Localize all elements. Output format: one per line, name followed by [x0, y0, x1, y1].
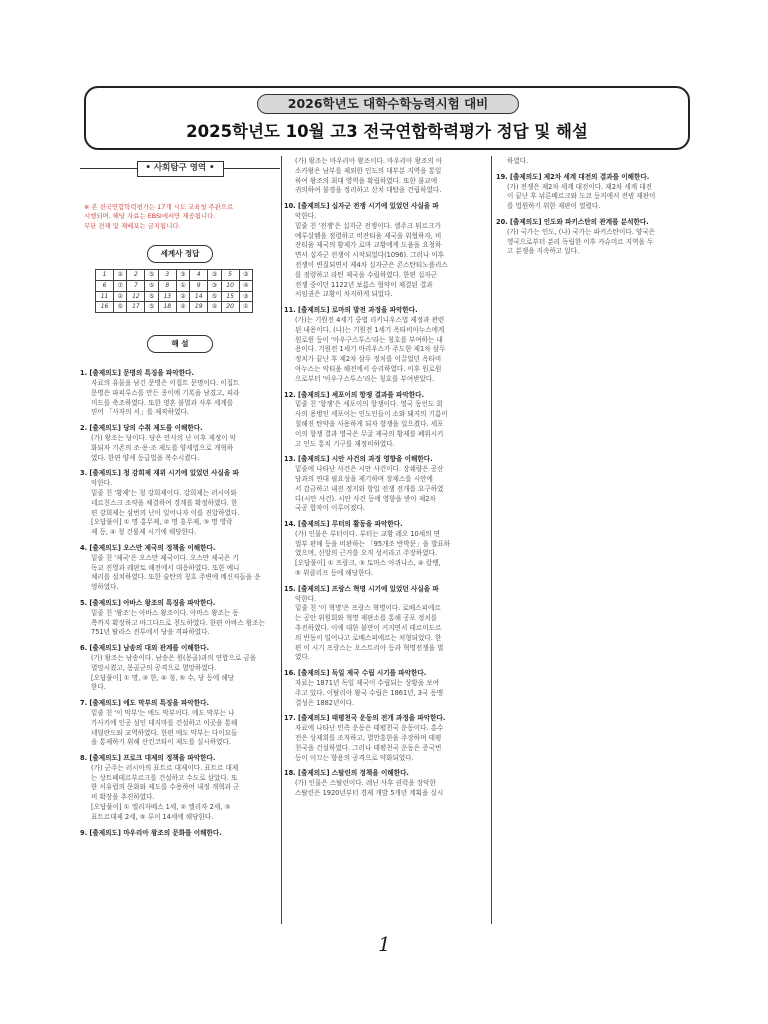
explanation-line: 자료에 나타난 민족 운동은 태평천국 운동이다. 홍수 — [295, 724, 444, 733]
explanation-line: 는 상트페테르부르크를 건설하고 수도로 삼았다. 또 — [91, 773, 238, 782]
question-number: 4 — [190, 270, 208, 281]
question-heading: 3. [출제의도] 청 강희제 재위 시기에 있었던 사실을 파 — [80, 469, 239, 478]
explanation-line: 천국을 건설하였다. 그러나 태평천국 운동은 증국번 — [295, 743, 442, 752]
explanation-line: 밑줄에 나타난 사건은 시안 사건이다. 장쉐량은 공산 — [295, 465, 444, 474]
explanation-item — [80, 544, 280, 593]
explanation-line: 악한다. — [295, 211, 317, 220]
answer-choice: ⑤ — [145, 302, 158, 313]
question-heading: 11. [출제의도] 로마의 발전 과정을 파악한다. — [284, 306, 418, 315]
question-heading: 13. [출제의도] 시안 사건의 과정 영향을 이해한다. — [284, 455, 433, 464]
explanation-line: 정치가 끝난 후 제2차 삼두 정치를 이끌었던 옥타비 — [295, 355, 442, 364]
answer-choice: ② — [208, 302, 221, 313]
answer-row — [96, 291, 253, 302]
explanation-line: 믿어 「사자의 서」를 제작하였다. — [91, 408, 190, 417]
explanation-item — [284, 306, 489, 384]
question-number: 12 — [127, 291, 145, 302]
answer-choice: ② — [176, 291, 189, 302]
explanation-line: 잔티움 제국의 황제가 로마 교황에게 도움을 요청하 — [295, 241, 442, 250]
explanation-line: 영국으로부터 분리 독립한 이후 카슈미르 지역을 두 — [507, 237, 654, 246]
exam-header — [84, 86, 690, 150]
question-number: 11 — [96, 291, 114, 302]
explanation-line: [오답풀이] ① 엘리자베스 1세, ② 엘리자 2세, ③ — [91, 803, 231, 812]
explanation-line: 당과의 연대 필요성을 제기하며 장제스를 시안에 — [295, 474, 433, 483]
explanation-line: 였다. — [295, 653, 310, 662]
explanation-line: 서 감금하고 내전 정지와 항일 전쟁 전개를 요구하였 — [295, 484, 444, 493]
explanation-line: 원로원 등이 '아우구스투스'라는 칭호를 부여하는 내 — [295, 335, 443, 344]
explanation-line: [오답풀이] ① 프랑크, ③ 토마스 아퀴나스, ④ 칼뱅, — [295, 559, 441, 568]
answer-choice: ⑤ — [145, 270, 158, 281]
answer-row — [96, 270, 253, 281]
question-heading: 4. [출제의도] 오스만 제국의 정책을 이해한다. — [80, 543, 216, 552]
middle-column — [284, 157, 489, 799]
explanation-line: 이 끝난 후 뉘른베르크와 도쿄 등지에서 전범 재판이 — [507, 192, 656, 201]
explanation-line: 사의 용병인 세포이는 인도인들이 소와 돼지의 기름이 — [295, 410, 448, 419]
explanation-line: 한 서유럽의 문화와 제도를 수용하여 내정 개혁과 군 — [91, 783, 240, 792]
answer-choice: ⑤ — [145, 280, 158, 291]
explanation-item — [80, 369, 280, 418]
explanation-item — [80, 469, 280, 538]
question-number: 2 — [127, 270, 145, 281]
explanation-line: 추진하였다. 이에 대한 불만이 커지면서 테르미도르 — [295, 624, 442, 633]
explanation-line: 악한다. — [91, 479, 113, 488]
question-heading: 18. [출제의도] 스탈린의 정책을 이해한다. — [284, 769, 409, 778]
explanation-line: 아누스는 악티움 해전에서 승리하였다. 이후 원로원 — [295, 364, 442, 373]
explanation-line: 네르친스크 조약을 체결하여 경계를 확정하였다. 한 — [91, 498, 238, 507]
answer-choice: ⑤ — [145, 291, 158, 302]
answer-choice: ③ — [208, 280, 221, 291]
explanation-line: 전은 상제회를 조직하고, 멸만흥한을 주장하며 태평 — [295, 734, 442, 743]
explanation-item — [284, 585, 489, 663]
explanation-line: 하였다. — [507, 157, 529, 165]
column-divider — [491, 156, 492, 924]
explanation-line: 편 이 시기 프랑스는 오스트리아 등과 혁명전쟁을 벌 — [295, 643, 444, 652]
question-number: 9 — [190, 280, 208, 291]
question-number: 17 — [127, 302, 145, 313]
question-number: 3 — [158, 270, 176, 281]
explanation-line: 하여 왕조의 최대 영역을 확립하였다. 또한 불교에 — [295, 176, 438, 185]
explanation-line: (가) 왕조는 당이다. 당은 안사의 난 이후 재정이 악 — [91, 433, 237, 442]
explanation-line: 독교 진영과 레판토 해전에서 대응하였다. 또한 예니 — [91, 563, 240, 572]
explanation-line: [오답풀이] ① 명 홍무제, ② 명 흥무제, ③ 명 영락 — [91, 518, 233, 527]
explanation-line: 미드를 축조하였다. 또한 영혼 불멸과 사후 세계를 — [91, 398, 234, 407]
explanation-line: 밑줄 친 '황제'는 청 강희제이다. 강희제는 러시아와 — [91, 488, 237, 497]
explanation-item — [284, 157, 489, 196]
explanation-line: 밑줄 친 '이 혁명'은 프랑스 혁명이다. 로베스피에르 — [295, 604, 441, 613]
explanation-line: [오답풀이] ① 명, ③ 한, ④ 청, ⑤ 수, 당 등에 해당 — [91, 673, 235, 682]
explanation-line: 화되자 기존의 조·용·조 제도를 양세법으로 개혁하 — [91, 443, 234, 452]
explanation-line: 국공 합작이 이루어졌다. — [295, 504, 365, 513]
explanation-line: (가)는 기원전 4세기 중엽 리키니우스법 제정과 관련 — [295, 315, 445, 324]
question-number: 5 — [221, 270, 239, 281]
explanation-line: 결성은 1882년이다. — [295, 698, 355, 707]
explanation-line: 칠해진 탄약을 사용하게 되자 항쟁을 일으켰다. 세포 — [295, 419, 444, 428]
explanation-item — [80, 424, 280, 463]
explanation-line: 을 통제하기 위해 산킨코타이 제도를 실시하였다. — [91, 738, 231, 747]
explanation-item — [284, 669, 489, 708]
question-number: 13 — [158, 291, 176, 302]
explanation-line: 고 분쟁을 지속하고 있다. — [507, 247, 580, 256]
explanation-line: (가) 왕조는 남송이다. 남송은 원(몽골)과의 연합으로 금을 — [91, 653, 257, 662]
question-number: 7 — [127, 280, 145, 291]
question-number: 14 — [190, 291, 208, 302]
explanation-line: 밑줄 친 '제국'은 오스만 제국이다. 오스만 제국은 기 — [91, 553, 239, 562]
copyright-notice — [84, 203, 280, 231]
explanation-line: 751년 탈라스 전투에서 당을 격파하였다. — [91, 628, 210, 637]
explanation-line: 등이 이끄는 향용의 공격으로 약화되었다. — [295, 753, 414, 762]
explanation-line: 스탈린은 1920년부터 경제 개발 5개년 계획을 실시 — [295, 789, 444, 798]
explanations-col1 — [80, 369, 280, 838]
exam-title: 2025학년도 10월 고3 전국연합학력평가 정답 및 해설 — [186, 122, 588, 141]
explanation-line: (가) 인물은 스탈린이다. 레닌 사후 권력을 장악한 — [295, 779, 436, 788]
explanation-line: 밑줄 친 '이 막부'는 에도 막부이다. 에도 막부는 나 — [91, 708, 235, 717]
answer-choice: ⑤ — [114, 302, 127, 313]
explanation-item — [496, 173, 696, 212]
answer-choice: ③ — [208, 270, 221, 281]
question-number: 1 — [96, 270, 114, 281]
notice-line: 무단 전재 및 재배포는 금지됩니다. — [84, 221, 181, 230]
answer-choice: ④ — [239, 280, 252, 291]
explanation-item — [80, 829, 280, 839]
answer-choice: ③ — [239, 270, 252, 281]
explanation-line: 이의 항쟁 결과 영국은 무굴 제국의 황제를 폐위시키 — [295, 429, 444, 438]
explanation-line: 비 확장을 추진하였다. — [91, 793, 155, 802]
answer-choice: ⑦ — [114, 280, 127, 291]
explanation-item — [80, 644, 280, 693]
explanation-line: 체리를 설치하였다. 또한 술탄의 칭호 주변에 메신저들을 운 — [91, 573, 261, 582]
question-number: 20 — [221, 302, 239, 313]
question-heading: 1. [출제의도] 문명의 특징을 파악한다. — [80, 369, 194, 378]
column-divider — [281, 156, 282, 924]
explanation-line: 귀의하여 불경을 정리하고 산치 대탑을 건립하였다. — [295, 186, 442, 195]
answer-heading: 세계사 정답 — [147, 245, 213, 263]
answer-choice: ② — [176, 302, 189, 313]
answer-row — [96, 302, 253, 313]
question-number: 10 — [221, 280, 239, 291]
explanation-line: 표트르대제 2세, ⑤ 루이 14세에 해당한다. — [91, 812, 214, 821]
answer-choice: ② — [114, 270, 127, 281]
explanation-line: 소카왕은 남부를 제외한 인도의 대부분 지역을 통일 — [295, 166, 442, 175]
explanation-line: 가사키에 인공 섬인 데지마를 건설하고 이곳을 통해 — [91, 718, 238, 727]
answer-choice: ② — [114, 291, 127, 302]
area-heading — [80, 161, 280, 177]
explanation-item — [80, 754, 280, 823]
explain-heading: 해 설 — [147, 335, 213, 353]
explanation-line: 밑줄 친 '전쟁'은 십자군 전쟁이다. 셀주크 튀르크가 — [295, 221, 441, 230]
answer-choice: ① — [176, 280, 189, 291]
answer-choice: ⑤ — [208, 291, 221, 302]
explanation-line: (가) 전쟁은 제2차 세계 대전이다. 제2차 세계 대전 — [507, 182, 652, 191]
explanation-line: 으로부터 '아우구스투스'라는 칭호를 부여받았다. — [295, 374, 435, 383]
explanation-line: 서임권은 교황이 차지하게 되었다. — [295, 290, 393, 299]
question-number: 18 — [158, 302, 176, 313]
answer-row — [96, 280, 253, 291]
answer-choice: ③ — [239, 291, 252, 302]
explanation-line: 쪽까지 확장하고 바그다드로 천도하였다. 한편 아바스 왕조는 — [91, 618, 265, 627]
explanation-line: 전쟁이 변질되면서 제4차 십자군은 콘스탄티노플리스 — [295, 260, 448, 269]
explanation-line: 된 내용이다. (나)는 기원전 1세기 옥타비아누스에게 — [295, 325, 445, 334]
area-title: • 사회탐구 영역 • — [137, 161, 224, 177]
explanation-item — [80, 599, 280, 638]
explanation-line: 제 등, ④ 청 건륭제 시기에 해당한다. — [91, 528, 197, 537]
explanation-line: (가) 인물은 루터이다. 루터는 교황 레오 10세의 면 — [295, 529, 440, 538]
explanation-item — [80, 699, 280, 748]
explanation-line: 예루살렘을 점령하고 비잔티움 제국을 위협하자, 비 — [295, 231, 442, 240]
left-column — [80, 157, 280, 838]
explanation-item — [284, 714, 489, 763]
notice-line: 시행되며, 해당 자료는 EBSi에서만 제공됩니다. — [84, 212, 216, 221]
exam-subtitle: 2026학년도 대학수학능력시험 대비 — [257, 94, 519, 114]
explanation-line: 는 공안 위원회와 혁명 재판소를 통해 공포 정치를 — [295, 614, 438, 623]
question-heading: 14. [출제의도] 루터의 활동을 파악한다. — [284, 520, 403, 529]
question-number: 16 — [96, 302, 114, 313]
explanation-line: 문명은 파피루스를 만든 종이에 기록을 남겼고, 피라 — [91, 388, 240, 397]
question-heading: 16. [출제의도] 독일 제국 수립 시기를 파악한다. — [284, 669, 427, 678]
explanation-item — [496, 218, 696, 257]
question-number: 19 — [190, 302, 208, 313]
explanation-line: 한다. — [91, 683, 106, 692]
question-heading: 17. [출제의도] 태평천국 운동의 전개 과정을 파악한다. — [284, 714, 446, 723]
explanation-item — [496, 157, 696, 167]
explanation-item — [284, 769, 489, 798]
question-heading: 9. [출제의도] 마우리아 왕조의 문화를 이해한다. — [80, 828, 222, 837]
explanation-line: 용이다. 기원전 1세기 마리우스가 주도한 제1차 삼두 — [295, 345, 446, 354]
question-heading: 10. [출제의도] 십자군 전쟁 시기에 있었던 사실을 파 — [284, 202, 439, 211]
explanation-line: 밑줄 친 '항쟁'은 세포이의 항쟁이다. 영국 동인도 회 — [295, 400, 443, 409]
question-heading: 15. [출제의도] 프랑스 혁명 시기에 있었던 사실을 파 — [284, 584, 439, 593]
answer-choice: ① — [239, 302, 252, 313]
explanation-line: ⑤ 위클리프 등에 해당한다. — [295, 569, 373, 578]
explanation-line: 주고 있다. 이탈리아 왕국 수립은 1861년, 3국 동맹 — [295, 688, 444, 697]
question-heading: 6. [출제의도] 남송의 대외 관계를 이해한다. — [80, 644, 210, 653]
question-heading: 19. [출제의도] 제2차 세계 대전의 결과를 이해한다. — [496, 172, 650, 181]
explanation-item — [284, 202, 489, 300]
explanation-line: 고 인도 통치 기구를 재정비하였다. — [295, 439, 395, 448]
question-number: 8 — [158, 280, 176, 291]
question-heading: 5. [출제의도] 아바스 왕조의 특징을 파악한다. — [80, 598, 216, 607]
explanation-line: 멸망시켰고, 몽골군의 공격으로 멸망하였다. — [91, 663, 217, 672]
notice-line: ※ 본 전국연합학력평가는 17개 시도 교육청 주관으로 — [84, 202, 234, 211]
explanation-line: 전쟁 중이던 1122년 보름스 협약이 체결된 결과 — [295, 280, 433, 289]
explanation-line: (가) 국가는 인도, (나) 국가는 파키스탄이다. 양국은 — [507, 227, 656, 236]
explanation-line: 밑줄 친 '왕조'는 아바스 왕조이다. 아바스 왕조는 동 — [91, 608, 239, 617]
question-heading: 2. [출제의도] 당의 수취 제도를 이해한다. — [80, 424, 203, 433]
explanation-line: 벌부 판매 등을 비판하는 「95개조 반박문」을 발표하 — [295, 539, 451, 548]
explanation-line: 네덜란드와 교역하였다. 한편 에도 막부는 다이묘들 — [91, 728, 238, 737]
explanation-line: 자료의 유물을 남긴 문명은 이집트 문명이다. 이집트 — [91, 379, 240, 387]
explanation-line: 다(시안 사건). 시안 사건 등에 영향을 받아 제2차 — [295, 494, 436, 503]
question-number: 6 — [96, 280, 114, 291]
answer-choice: ③ — [176, 270, 189, 281]
explanation-line: 자료는 1871년 독일 제국이 수립되는 상황을 보여 — [295, 679, 440, 688]
page-number: 1 — [378, 932, 391, 956]
answer-table — [95, 269, 253, 313]
explanation-line: 면서 십자군 전쟁이 시작되었다(1096). 그러나 이후 — [295, 251, 445, 260]
question-heading: 8. [출제의도] 프로크 대제의 정책을 파악한다. — [80, 754, 216, 763]
explanation-line: (가) 군주는 러시아의 표트르 대제이다. 표트르 대제 — [91, 763, 239, 772]
explanation-line: 를 점령하고 라틴 제국을 수립하였다. 한편 십자군 — [295, 270, 438, 279]
question-heading: 20. [출제의도] 인도와 파키스탄의 관계를 분석한다. — [496, 217, 649, 226]
explanation-item — [284, 455, 489, 514]
explanation-line: 였으며, 신앙의 근거를 오직 성서라고 주장하였다. — [295, 549, 438, 558]
question-heading: 7. [출제의도] 에도 막부의 특징을 파악한다. — [80, 699, 210, 708]
explanation-line: 였다. 한편 양세 등급법을 복수시켰다. — [91, 453, 200, 462]
explanation-item — [284, 520, 489, 579]
explanation-line: 영하였다. — [91, 583, 119, 592]
right-column — [496, 157, 696, 257]
explanation-line: 를 법원하기 위한 재판이 열렸다. — [507, 202, 601, 211]
explanation-line: 의 반동이 일어나고 로베스피에르는 처형되었다. 한 — [295, 633, 442, 642]
explanation-line: (가) 왕조는 마우리아 왕조이다. 마우리아 왕조의 아 — [295, 157, 443, 165]
question-heading: 12. [출제의도] 셰포이의 항쟁 결과를 파악한다. — [284, 390, 424, 399]
question-number: 15 — [221, 291, 239, 302]
explanation-item — [284, 391, 489, 450]
explanation-line: 편 강희제는 삼번의 난이 일어나자 이를 진압하였다. — [91, 508, 240, 517]
explanation-line: 악한다. — [295, 594, 317, 603]
